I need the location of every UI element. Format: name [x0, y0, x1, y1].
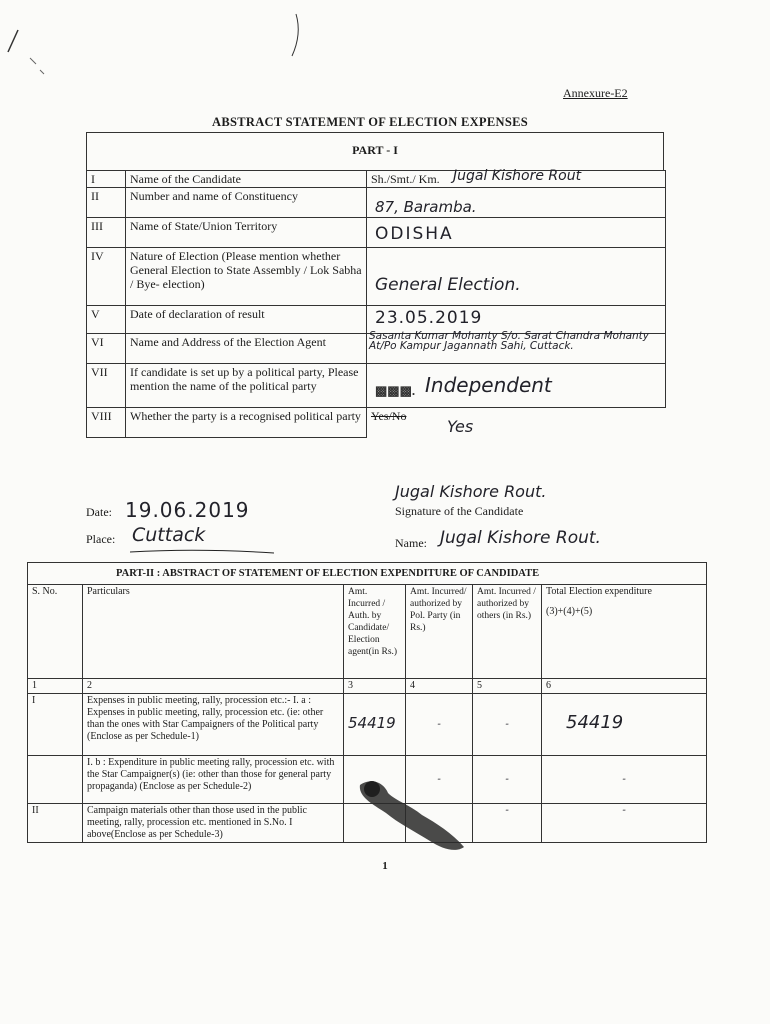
row-particulars: Campaign materials other than those used in the public meeting, rally, procession etc. mentioned in S.No. I above(Enclose as per Schedule-3)	[83, 804, 344, 843]
row-value	[367, 188, 666, 218]
result-date-value: 23.05.2019	[375, 308, 483, 328]
party-value: Independent	[425, 373, 552, 397]
table-row	[87, 218, 666, 248]
row-c5	[473, 804, 542, 843]
row-c4	[406, 694, 473, 756]
amount-value: -	[437, 718, 441, 730]
name-label: Name:	[395, 536, 427, 550]
date-label: Date:	[86, 505, 112, 519]
row-sno: I	[28, 694, 83, 756]
state-value: ODISHA	[375, 224, 454, 244]
row-num: VII	[87, 364, 126, 408]
ink-smudge	[352, 775, 472, 855]
candidate-name-value: Jugal Kishore Rout	[453, 168, 582, 184]
row-num: V	[87, 306, 126, 334]
colnum: 4	[406, 679, 473, 694]
row-c3	[344, 694, 406, 756]
header-total-label: Total Election expenditure	[546, 586, 652, 597]
row-value	[367, 168, 666, 188]
document-title: ABSTRACT STATEMENT OF ELECTION EXPENSES	[212, 115, 528, 129]
yes-no-printed: Yes/No	[371, 409, 407, 423]
table-row	[87, 171, 666, 188]
amount-value: -	[505, 773, 509, 785]
header-sno: S. No.	[28, 585, 83, 679]
amount-value: -	[505, 805, 509, 816]
row-particulars: Expenses in public meeting, rally, procession etc.:- I. a : Expenses in public meeting, rally, procession etc. (ie: other than the ones with Star Campaigners of the Political party (Enclose as per Schedule-1)	[83, 694, 344, 756]
row-sno	[28, 756, 83, 804]
row-label: If candidate is set up by a political party, Please mention the name of the political party	[126, 364, 367, 408]
amount-value: -	[505, 718, 509, 730]
part1-table	[86, 170, 666, 438]
row-label: Whether the party is a recognised political party	[126, 408, 367, 438]
table-row	[87, 408, 666, 438]
colnum: 2	[83, 679, 344, 694]
row-value	[367, 408, 666, 438]
printed-prefix: Sh./Smt./ Km.	[371, 172, 440, 186]
header-total-formula: (3)+(4)+(5)	[546, 606, 593, 617]
colnum: 3	[344, 679, 406, 694]
row-label: Date of declaration of result	[126, 306, 367, 334]
row-value	[367, 364, 666, 408]
row-c5	[473, 694, 542, 756]
signature-label: Signature of the Candidate	[395, 504, 524, 518]
header-others-amount: Amt. Incurred / authorized by others (in Rs.)	[473, 585, 542, 679]
row-particulars: I. b : Expenditure in public meeting rally, procession etc. with the Star Campaigner(s) (ie: other than those for general party propaganda) (Enclose as per Schedule-2)	[83, 756, 344, 804]
row-label: Number and name of Constituency	[126, 188, 367, 218]
place-underline	[128, 547, 278, 555]
table-row	[28, 694, 707, 756]
row-c6	[542, 756, 707, 804]
row-num: II	[87, 188, 126, 218]
place-value: Cuttack	[132, 524, 206, 546]
row-label: Nature of Election (Please mention whether General Election to State Assembly / Lok Sabha / Bye- election)	[126, 248, 367, 306]
colnum: 1	[28, 679, 83, 694]
constituency-value: 87, Baramba.	[375, 198, 477, 216]
amount-value: 54419	[566, 712, 624, 733]
candidate-signature: Jugal Kishore Rout.	[395, 482, 547, 501]
part1-heading: PART - I	[352, 143, 398, 157]
row-num: IV	[87, 248, 126, 306]
name-value: Jugal Kishore Rout.	[440, 528, 601, 548]
table-header-row	[28, 585, 707, 679]
row-value	[367, 330, 666, 364]
row-c6	[542, 804, 707, 843]
page-number: 1	[382, 860, 388, 872]
part2-heading: PART-II : ABSTRACT OF STATEMENT OF ELECTION EXPENDITURE OF CANDIDATE	[28, 563, 707, 585]
row-label: Name and Address of the Election Agent	[126, 334, 367, 364]
amount-value: 54419	[348, 714, 396, 732]
table-row	[28, 563, 707, 585]
colnum: 5	[473, 679, 542, 694]
header-particulars: Particulars	[83, 585, 344, 679]
amount-value: -	[622, 805, 626, 816]
scan-marks	[0, 0, 320, 90]
election-agent-value: Sasanta Kumar Mohanty S/o. Sarat Chandra Mohanty At/Po Kampur Jagannath Sahi, Cuttack.	[369, 330, 650, 352]
row-num: VI	[87, 334, 126, 364]
header-party-amount: Amt. Incurred/ authorized by Pol. Party (in Rs.)	[406, 585, 473, 679]
table-row	[87, 248, 666, 306]
date-value: 19.06.2019	[125, 498, 250, 522]
table-row	[87, 188, 666, 218]
row-num: VIII	[87, 408, 126, 438]
recognised-party-value: Yes	[447, 417, 474, 436]
row-value	[367, 248, 666, 306]
place-label: Place:	[86, 532, 116, 546]
amount-value: -	[622, 773, 626, 785]
struck-out-text: ▩▩▩.	[375, 383, 416, 398]
colnum: 6	[542, 679, 707, 694]
column-number-row	[28, 679, 707, 694]
header-candidate-amount: Amt. Incurred / Auth. by Candidate/ Election agent(in Rs.)	[344, 585, 406, 679]
header-total	[542, 585, 707, 679]
row-c5	[473, 756, 542, 804]
row-sno: II	[28, 804, 83, 843]
amount-value: -	[437, 773, 441, 785]
row-c6	[542, 694, 707, 756]
row-label: Name of State/Union Territory	[126, 218, 367, 248]
row-value	[367, 218, 666, 248]
row-num: III	[87, 218, 126, 248]
row-num: I	[87, 171, 126, 188]
annexure-label: Annexure-E2	[563, 86, 628, 100]
election-nature-value: General Election.	[375, 275, 521, 295]
table-row	[87, 334, 666, 364]
table-row	[87, 364, 666, 408]
row-label: Name of the Candidate	[126, 171, 367, 188]
